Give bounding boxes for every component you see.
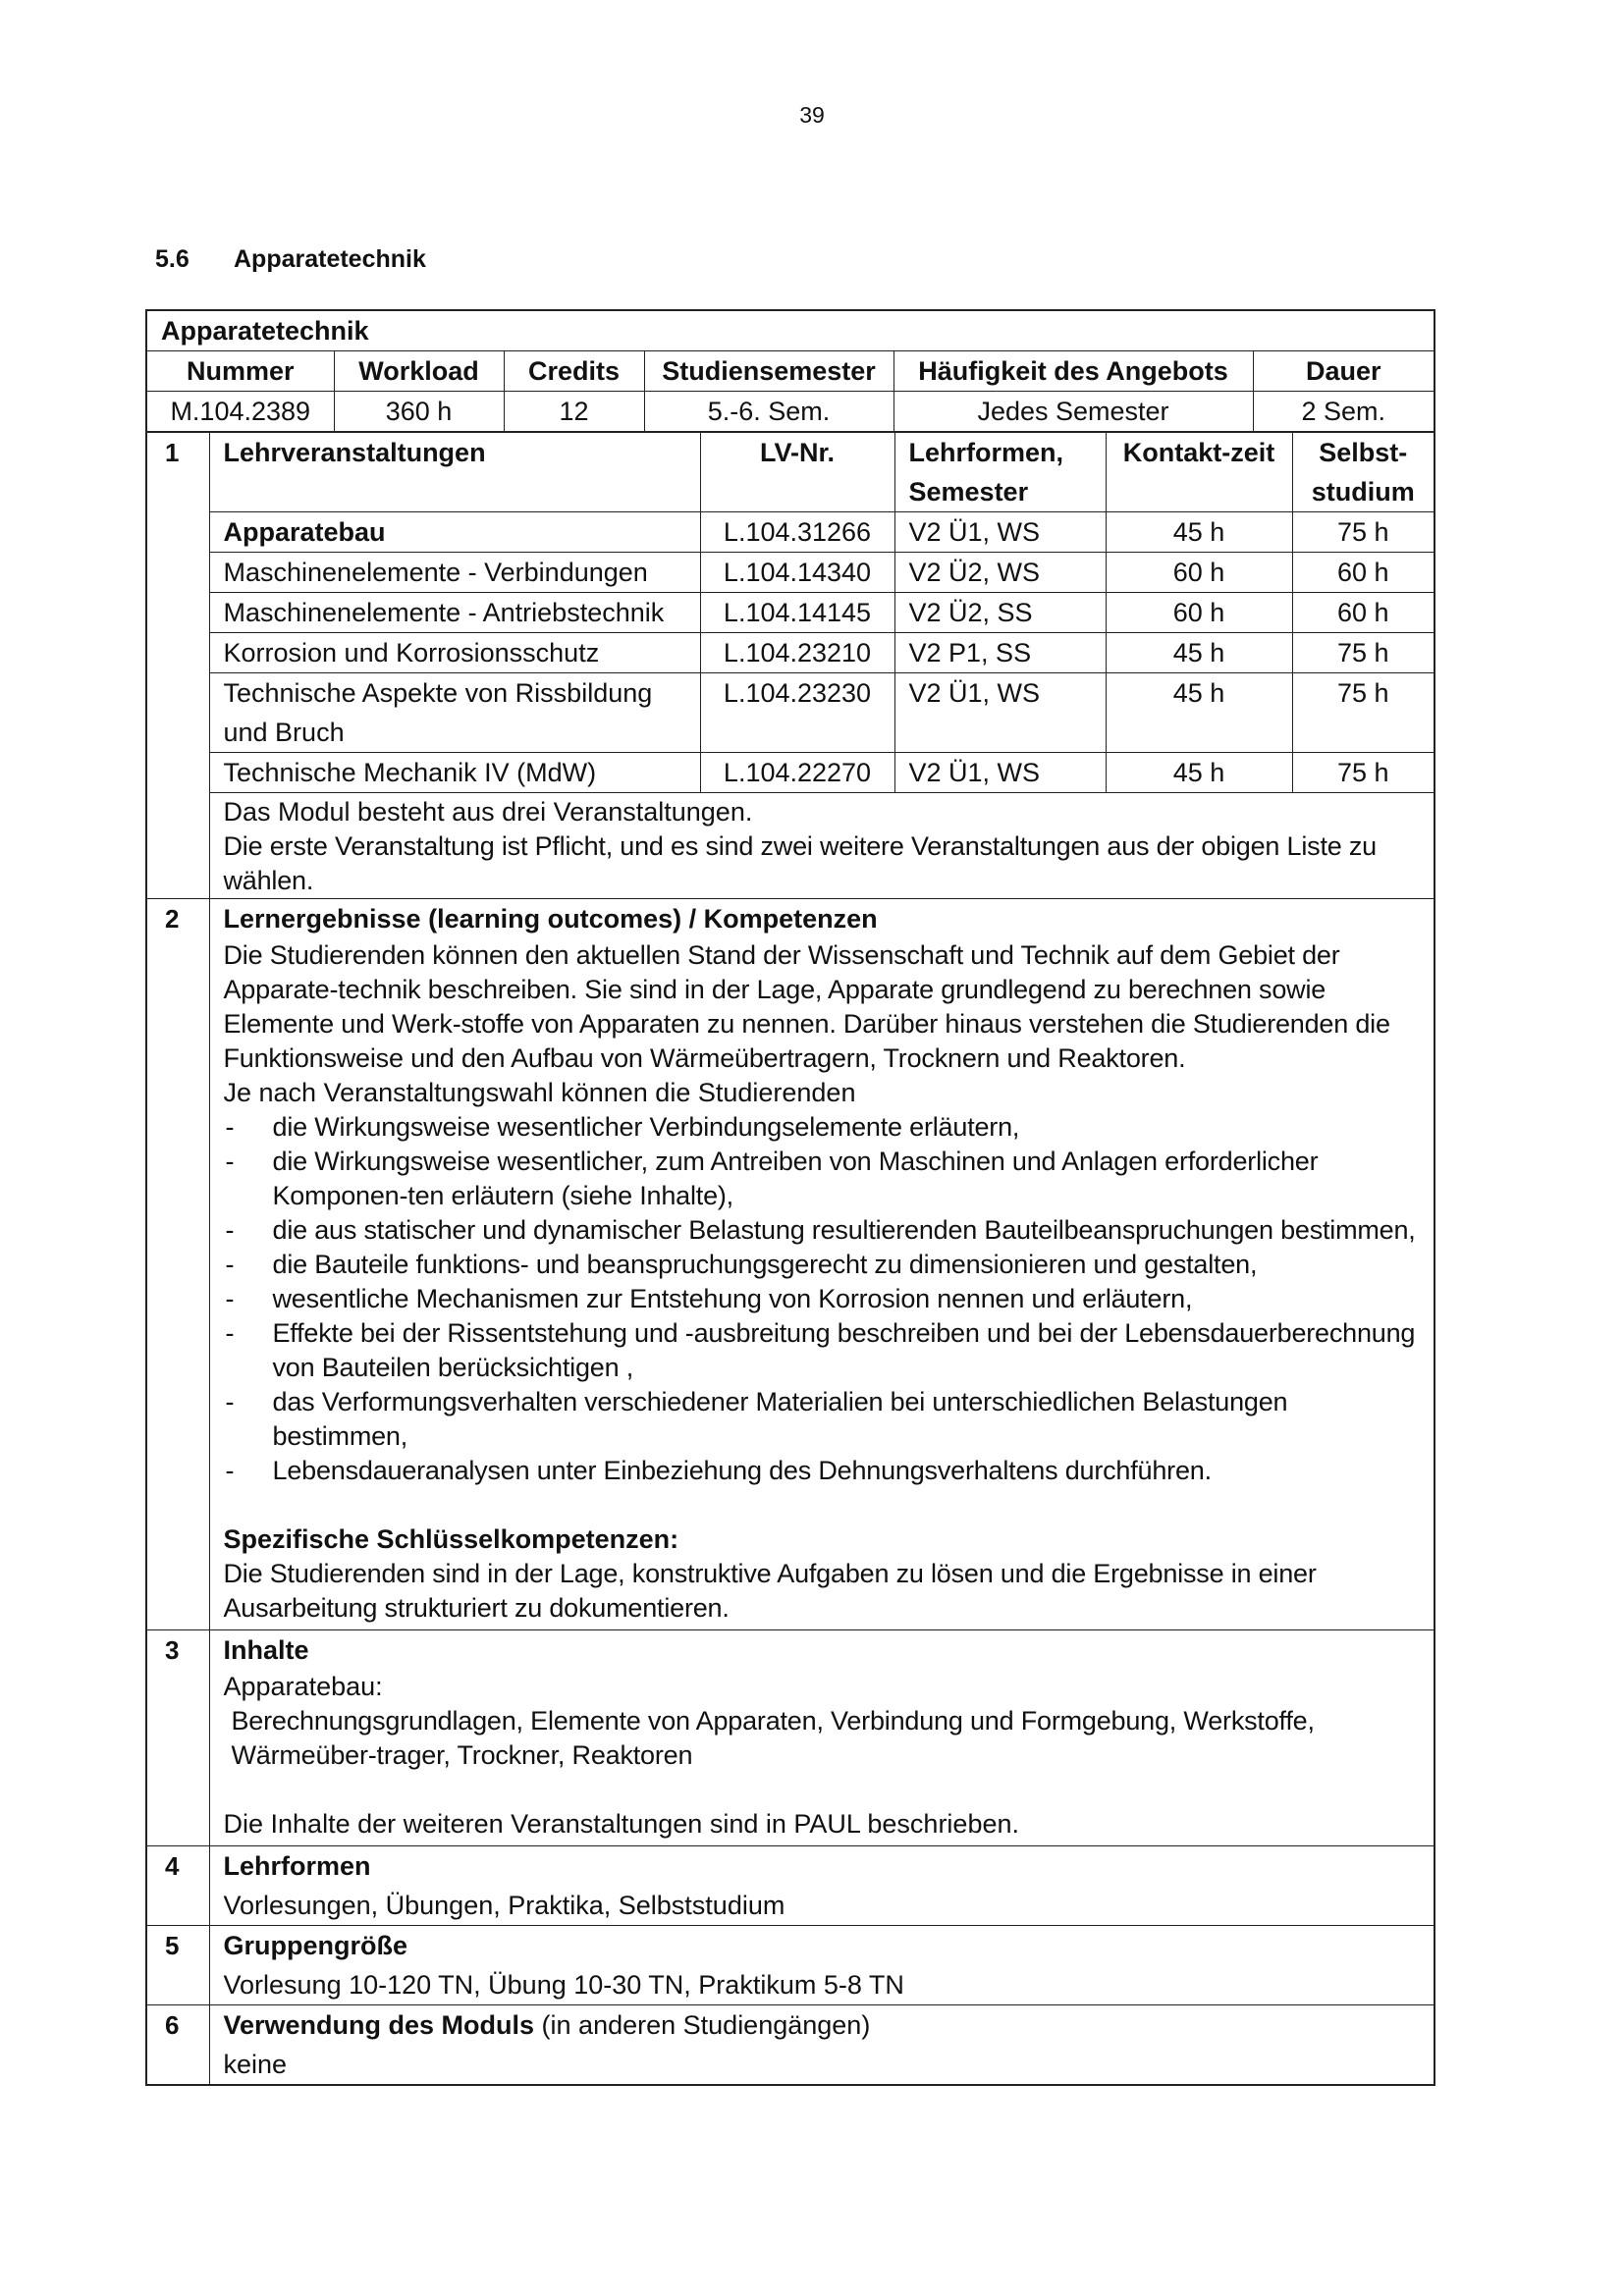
course-row [147,673,1434,753]
row-number-1: 1 [147,433,209,899]
usage-section [209,2005,1434,2085]
course-self: 75 h [1292,673,1434,753]
col-label-courses: Lehrveranstaltungen [209,433,700,512]
module-semester: 5.-6. Sem. [644,392,893,432]
course-contact: 45 h [1106,633,1292,673]
course-lv: L.104.31266 [700,512,894,553]
teaching-heading: Lehrformen [223,1851,371,1881]
section-heading [155,245,426,274]
course-contact: 60 h [1106,553,1292,593]
list-item: - die Bauteile funktions- und beanspruchungsgerecht zu dimensionieren und gestalten, [224,1248,1421,1282]
course-row [147,593,1434,633]
course-contact: 45 h [1106,512,1292,553]
course-row [147,512,1434,553]
courses-note [209,793,1434,830]
list-item: - wesentliche Mechanismen zur Entstehung von Korrosion nennen und erläutern, [224,1282,1421,1316]
row-number-2: 2 [147,899,209,1630]
col-label-contact: Kontakt-zeit [1106,433,1292,512]
row-number-4: 4 [147,1846,209,1926]
course-contact: 60 h [1106,593,1292,633]
course-forms: V2 Ü1, WS [894,673,1106,753]
module-title: Apparatetechnik [147,311,1434,351]
contents-sub: Apparatebau: [223,1672,383,1701]
header-label-credits: Credits [504,351,644,392]
contents-heading: Inhalte [223,1635,309,1665]
list-item: - das Verformungsverhalten verschiedener Materialien bei unterschiedlichen Belastungen bestimmen, [224,1385,1421,1454]
row-number-6: 6 [147,2005,209,2085]
contents-text: Berechnungsgrundlagen, Elemente von Apparaten, Verbindung und Formgebung, Werkstoffe, Wärmeüber-trager, Trockner, Reaktoren [231,1706,1315,1770]
course-forms: V2 Ü2, SS [894,593,1106,633]
col-label-lv: LV-Nr. [700,433,894,512]
course-name: Maschinenelemente - Verbindungen [209,553,700,593]
page-number: 39 [799,102,825,128]
key-competencies-heading: Spezifische Schlüsselkompetenzen: [223,1524,679,1554]
module-table [145,309,1435,2086]
module-frequency: Jedes Semester [893,392,1253,432]
module-workload: 360 h [334,392,504,432]
header-label-duration: Dauer [1253,351,1434,392]
list-item: - die aus statischer und dynamischer Belastung resultierenden Bauteilbeanspruchungen bestimmen, [224,1213,1421,1248]
course-name: Technische Aspekte von Rissbildung und Bruch [209,673,700,753]
course-forms: V2 Ü2, WS [894,553,1106,593]
course-lv: L.104.22270 [700,753,894,793]
course-self: 60 h [1292,593,1434,633]
group-text: Vorlesung 10-120 TN, Übung 10-30 TN, Praktikum 5-8 TN [223,1970,904,2000]
module-duration: 2 Sem. [1253,392,1434,432]
module-body-table [147,432,1434,2084]
outcomes-intro: Die Studierenden können den aktuellen Stand der Wissenschaft und Technik auf dem Gebiet der Apparate-technik beschreiben. Sie sind in der Lage, Apparate grundlegend zu berechnen sowie Elemente und Werk-stoffe von Apparaten zu nennen. Darüber hinaus verstehen die Studierenden die Funktionsweise und den Aufbau von Wärmeübertragern, Trocknern und Reaktoren. [223,940,1390,1073]
usage-heading-suffix: (in anderen Studiengängen) [534,2010,871,2040]
courses-note-2: Die erste Veranstaltung ist Pflicht, und es sind zwei weitere Veranstaltungen aus der obigen Liste zu wählen. [209,829,1434,899]
teaching-section [209,1846,1434,1926]
group-section [209,1926,1434,2005]
course-contact: 45 h [1106,753,1292,793]
course-forms: V2 Ü1, WS [894,753,1106,793]
row-number-5: 5 [147,1926,209,2005]
usage-heading: Verwendung des Moduls [223,2010,535,2040]
contents-section [209,1630,1434,1846]
course-row [147,633,1434,673]
row-number-3: 3 [147,1630,209,1846]
module-credits: 12 [504,392,644,432]
course-lv: L.104.23230 [700,673,894,753]
teaching-text: Vorlesungen, Übungen, Praktika, Selbststudium [223,1891,785,1920]
course-lv: L.104.14145 [700,593,894,633]
course-name: Korrosion und Korrosionsschutz [209,633,700,673]
course-self: 75 h [1292,633,1434,673]
outcomes-section [209,899,1434,1630]
section-number: 5.6 [155,245,189,273]
key-competencies-text: Die Studierenden sind in der Lage, konstruktive Aufgaben zu lösen und die Ergebnisse in einer Ausarbeitung strukturiert zu dokumentieren. [223,1559,1317,1623]
course-name: Apparatebau [209,512,700,553]
course-name: Technische Mechanik IV (MdW) [209,753,700,793]
course-forms: V2 P1, SS [894,633,1106,673]
col-label-self: Selbst-studium [1292,433,1434,512]
course-self: 75 h [1292,753,1434,793]
course-forms: V2 Ü1, WS [894,512,1106,553]
course-lv: L.104.14340 [700,553,894,593]
outcomes-list [224,1110,1421,1488]
group-heading: Gruppengröße [223,1931,407,1960]
course-lv: L.104.23210 [700,633,894,673]
list-item: - Effekte bei der Rissentstehung und -ausbreitung beschreiben und bei der Lebensdauerberechnung von Bauteilen berücksichtigen , [224,1316,1421,1385]
outcomes-heading: Lernergebnisse (learning outcomes) / Kompetenzen [223,904,878,934]
course-self: 75 h [1292,512,1434,553]
section-title: Apparatetechnik [234,245,426,273]
courses-note-1: Das Modul besteht aus drei Veranstaltungen. [223,797,753,827]
course-row [147,753,1434,793]
header-label-number: Nummer [147,351,334,392]
header-label-semester: Studiensemester [644,351,893,392]
header-label-frequency: Häufigkeit des Angebots [893,351,1253,392]
col-label-forms: Lehrformen, Semester [894,433,1106,512]
outcomes-lead: Je nach Veranstaltungswahl können die Studierenden [223,1078,856,1107]
usage-text: keine [223,2050,288,2079]
course-self: 60 h [1292,553,1434,593]
course-name: Maschinenelemente - Antriebstechnik [209,593,700,633]
module-number: M.104.2389 [147,392,334,432]
course-row [147,553,1434,593]
list-item: - die Wirkungsweise wesentlicher, zum Antreiben von Maschinen und Anlagen erforderlicher Komponen-ten erläutern (siehe Inhalte), [224,1145,1421,1213]
contents-note: Die Inhalte der weiteren Veranstaltungen sind in PAUL beschrieben. [223,1809,1020,1839]
list-item: - die Wirkungsweise wesentlicher Verbindungselemente erläutern, [224,1110,1421,1145]
module-header-table [147,351,1434,432]
header-label-workload: Workload [334,351,504,392]
course-contact: 45 h [1106,673,1292,753]
list-item: - Lebensdaueranalysen unter Einbeziehung des Dehnungsverhaltens durchführen. [224,1454,1421,1488]
